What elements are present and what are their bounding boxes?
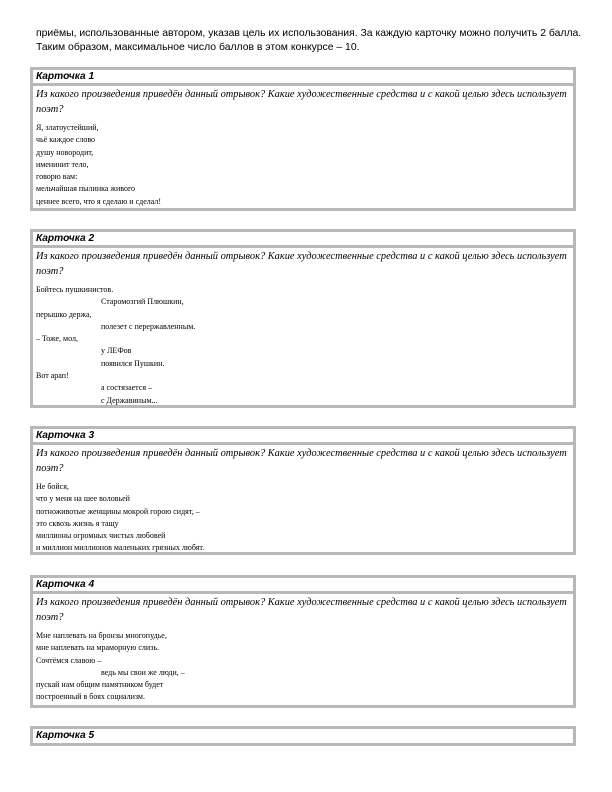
verse-line: душу новородит, — [36, 147, 94, 157]
card-verse — [33, 279, 573, 407]
verse-line: пускай нам общим памятником будет — [36, 680, 164, 690]
verse-line: перышко держа, — [36, 309, 92, 319]
card-5 — [30, 726, 576, 746]
verse-line: что у меня на шее воловьей — [36, 494, 130, 504]
intro-text — [36, 27, 584, 55]
card-verse — [33, 625, 573, 704]
verse-line: Вот арап! — [36, 371, 69, 381]
verse-line: появился Пушкин. — [101, 358, 165, 368]
card-title: Карточка 5 — [36, 730, 95, 741]
verse-line: ценнее всего, что я сделаю и сделал! — [36, 196, 162, 206]
intro-line-2: Таким образом, максимальное число баллов в этом конкурсе – 10. — [36, 42, 360, 53]
card-2 — [30, 229, 576, 408]
card-title: Карточка 1 — [33, 70, 573, 86]
verse-line: – Тоже, мол, — [36, 334, 79, 344]
verse-line: полезет с перержавленным. — [101, 321, 196, 331]
verse-line: Сочтёмся славою – — [36, 655, 102, 665]
verse-line: ведь мы свои же люди, – — [101, 667, 185, 677]
verse-line: мне наплевать на мраморную слизь. — [36, 643, 160, 653]
card-question: Из какого произведения приведён данный отрывок? Какие художественные средства и с какой целью здесь использует поэт? — [36, 448, 567, 474]
intro-line-1: приёмы, использованные автором, указав цель их использования. За каждую карточку можно получить 2 балла. — [36, 28, 582, 39]
verse-line: Бойтесь пушкинистов. — [36, 285, 114, 294]
card-title: Карточка 3 — [33, 429, 573, 445]
verse-line: Мне наплевать на бронзы многопудье, — [36, 631, 167, 640]
card-1 — [30, 67, 576, 211]
verse-line: Не бойся, — [36, 482, 69, 491]
verse-line: с Державиным... — [101, 395, 158, 405]
verse-line: а состязается – — [101, 383, 153, 393]
verse-line: миллионы огромных чистых любовей — [36, 531, 166, 541]
verse-line: и миллион миллионов маленьких грязных любят. — [36, 543, 205, 553]
card-verse — [33, 117, 573, 208]
verse-line: потноживотые женщины мокрой горою сидят, – — [36, 506, 200, 516]
verse-line: чьё каждое слово — [36, 135, 96, 145]
card-3 — [30, 426, 576, 555]
verse-line: именинит тело, — [36, 159, 89, 169]
verse-line: это сквозь жизнь я тащу — [36, 518, 119, 528]
card-title: Карточка 2 — [33, 232, 573, 248]
card-4 — [30, 575, 576, 708]
card-question: Из какого произведения приведён данный отрывок? Какие художественные средства и с какой целью здесь использует поэт? — [36, 597, 567, 623]
verse-line: у ЛЕФов — [101, 346, 132, 356]
card-title: Карточка 4 — [33, 578, 573, 594]
verse-line: построенный в боях социализм. — [36, 692, 145, 702]
verse-line: Я, златоустейший, — [36, 123, 99, 132]
verse-line: Старомозгий Плюшкин, — [101, 297, 184, 307]
card-question: Из какого произведения приведён данный отрывок? Какие художественные средства и с какой целью здесь использует поэт? — [36, 251, 567, 277]
verse-line: говорю вам: — [36, 172, 78, 182]
verse-line: мельчайшая пылинка живого — [36, 184, 136, 194]
card-verse — [33, 476, 573, 555]
card-question: Из какого произведения приведён данный отрывок? Какие художественные средства и с какой целью здесь использует поэт? — [36, 89, 567, 115]
